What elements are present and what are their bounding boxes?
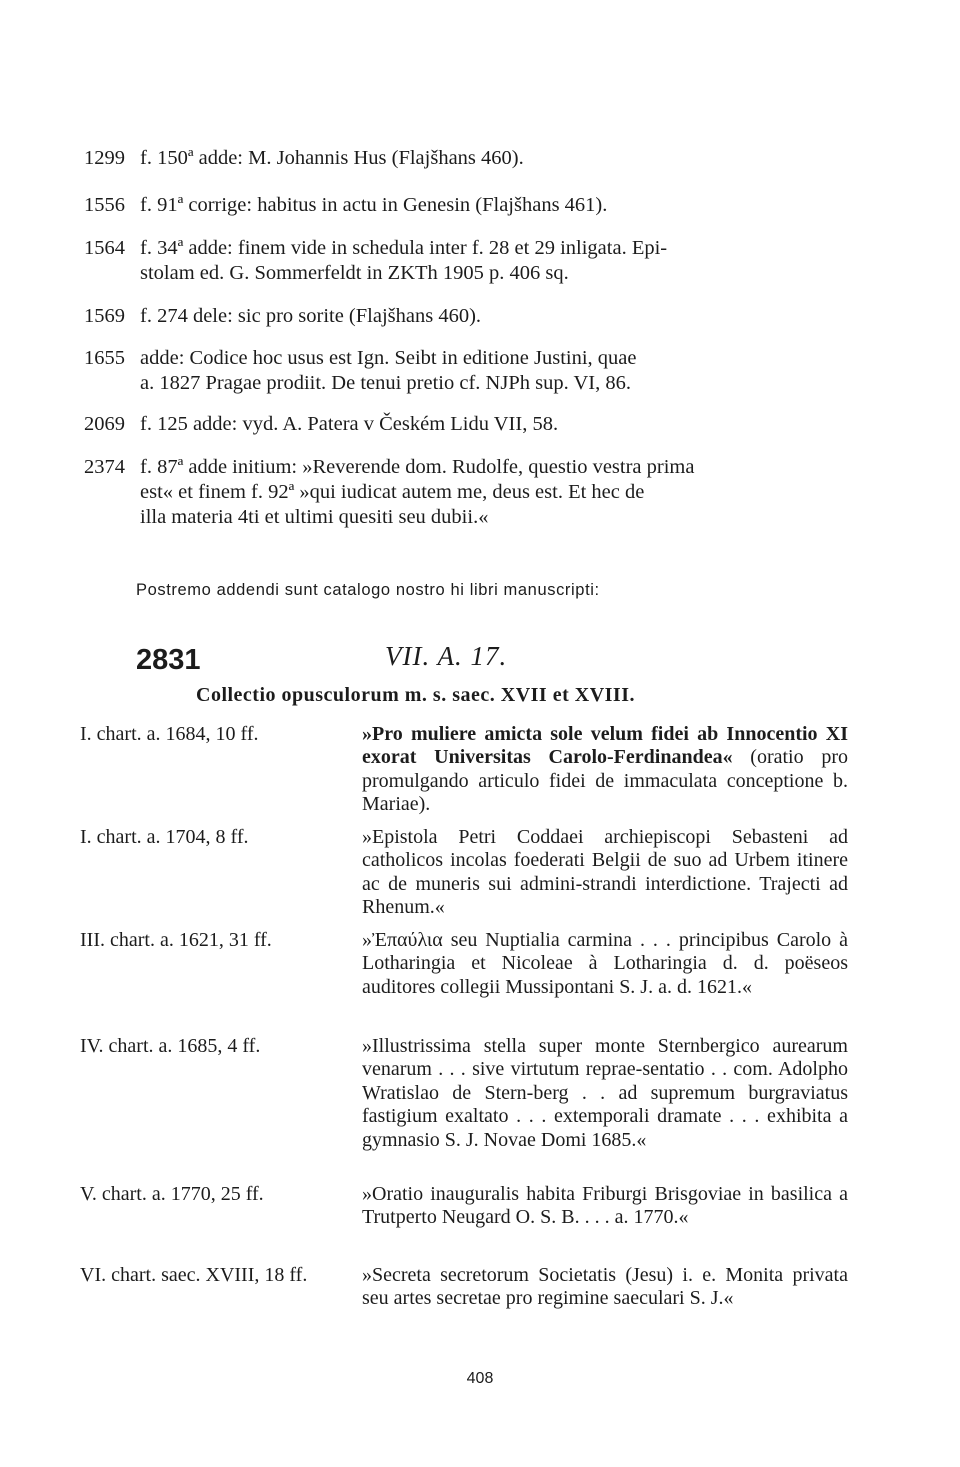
manuscript-item bbox=[80, 1035, 856, 1152]
entry-text-continued: est« et finem f. 92ª »qui iudicat autem me, deus est. Et hec de bbox=[140, 481, 645, 503]
entry-number: 2069 bbox=[84, 413, 125, 435]
item-description: chart. a. 1621, 31 ff. bbox=[109, 929, 272, 951]
entry-text: f. 125 adde: vyd. A. Patera v Českém Lidu VII, 58. bbox=[140, 413, 559, 435]
item-numeral: IV. bbox=[80, 1035, 104, 1057]
item-numeral: I. bbox=[80, 723, 92, 745]
entry-number: 1655 bbox=[84, 347, 125, 369]
correction-entry bbox=[84, 193, 854, 218]
correction-entry bbox=[84, 146, 854, 171]
manuscript-item bbox=[80, 929, 856, 999]
entry-text-continued: stolam ed. G. Sommerfeldt in ZKTh 1905 p. 406 sq. bbox=[140, 262, 569, 284]
manuscript-item bbox=[80, 826, 856, 920]
entry-text-continued: illa materia 4ti et ultimi quesiti seu dubii.« bbox=[140, 506, 489, 528]
item-content: »Oratio inauguralis habita Friburgi Brisgoviae in basilica a Trutperto Neugard O. S. B. . . . a. 1770.« bbox=[362, 1183, 848, 1229]
item-content: »Secreta secretorum Societatis (Jesu) i. e. Monita privata seu artes secretae pro regimine saeculari S. J.« bbox=[362, 1264, 848, 1310]
correction-entry bbox=[84, 346, 854, 396]
entry-text: f. 274 dele: sic pro sorite (Flajšhans 460). bbox=[140, 305, 482, 327]
item-numeral: VI. bbox=[80, 1264, 107, 1286]
correction-entry bbox=[84, 455, 854, 530]
entry-number: 1556 bbox=[84, 194, 125, 216]
entry-text: adde: Codice hoc usus est Ign. Seibt in editione Justini, quae bbox=[140, 347, 637, 369]
correction-entry bbox=[84, 304, 854, 329]
item-title-bold: »Pro muliere amicta sole velum fidei ab Innocentio XI exorat Universitas Carolo-Ferdinandea« bbox=[362, 723, 848, 769]
item-content: »Illustrissima stella super monte Sternbergico aurearum venarum . . . sive virtutum reprae-sentatio . . com. Adolpho Wratislao de Stern-berg . . ad supremum burgraviatus fastigium exaltato . . . extemporali dramate . . . exhibita a gymnasio S. J. Novae Domi 1685.« bbox=[362, 1035, 848, 1151]
addenda-note: Postremo addendi sunt catalogo nostro hi libri manuscripti: bbox=[136, 581, 600, 599]
item-description: chart. a. 1684, 10 ff. bbox=[96, 723, 259, 745]
entry-text: f. 87ª adde initium: »Reverende dom. Rudolfe, questio vestra prima bbox=[140, 456, 695, 478]
collection-title: Collectio opusculorum m. s. saec. XVII et XVIII. bbox=[196, 684, 635, 706]
item-description: chart. a. 1770, 25 ff. bbox=[101, 1183, 264, 1205]
correction-entry bbox=[84, 236, 854, 286]
item-content: »Ἐπαύλια seu Nuptialia carmina . . . principibus Carolo à Lotharingia et Nicoleae à Lotharingia d. d. poëseos auditores collegii Mussipontani S. J. a. d. 1621.« bbox=[362, 929, 848, 998]
page-number: 408 bbox=[466, 1370, 494, 1387]
item-numeral: V. bbox=[80, 1183, 97, 1205]
item-content: (oratio pro promulgando articulo fidei de immaculata conceptione b. Mariae). bbox=[362, 746, 848, 816]
item-numeral: I. bbox=[80, 826, 92, 848]
item-description: chart. a. 1704, 8 ff. bbox=[96, 826, 249, 848]
entry-text: f. 34ª adde: finem vide in schedula inter f. 28 et 29 inligata. Epi- bbox=[140, 237, 668, 259]
entry-text: f. 150ª adde: M. Johannis Hus (Flajšhans 460). bbox=[140, 147, 524, 169]
entry-number: 2374 bbox=[84, 456, 125, 478]
manuscript-number: 2831 bbox=[136, 644, 201, 676]
item-content: »Epistola Petri Coddaei archiepiscopi Sebasteni ad catholicos incolas foederati Belgii de suo ad Urbem itinere ac de muneris sui admini-strandi interdictione. Trajecti ad Rhenum.« bbox=[362, 826, 848, 919]
entry-number: 1564 bbox=[84, 237, 125, 259]
entry-number: 1299 bbox=[84, 147, 125, 169]
correction-entry bbox=[84, 412, 854, 437]
entry-text-continued: a. 1827 Pragae prodiit. De tenui pretio cf. NJPh sup. VI, 86. bbox=[140, 372, 631, 394]
item-description: chart. saec. XVIII, 18 ff. bbox=[111, 1264, 308, 1286]
entry-text: f. 91ª corrige: habitus in actu in Genesin (Flajšhans 461). bbox=[140, 194, 608, 216]
manuscript-item bbox=[80, 1264, 856, 1311]
shelfmark: VII. A. 17. bbox=[385, 641, 508, 671]
item-description: chart. a. 1685, 4 ff. bbox=[108, 1035, 261, 1057]
entry-number: 1569 bbox=[84, 305, 125, 327]
manuscript-item bbox=[80, 1183, 856, 1230]
item-numeral: III. bbox=[80, 929, 105, 951]
manuscript-item bbox=[80, 723, 856, 817]
